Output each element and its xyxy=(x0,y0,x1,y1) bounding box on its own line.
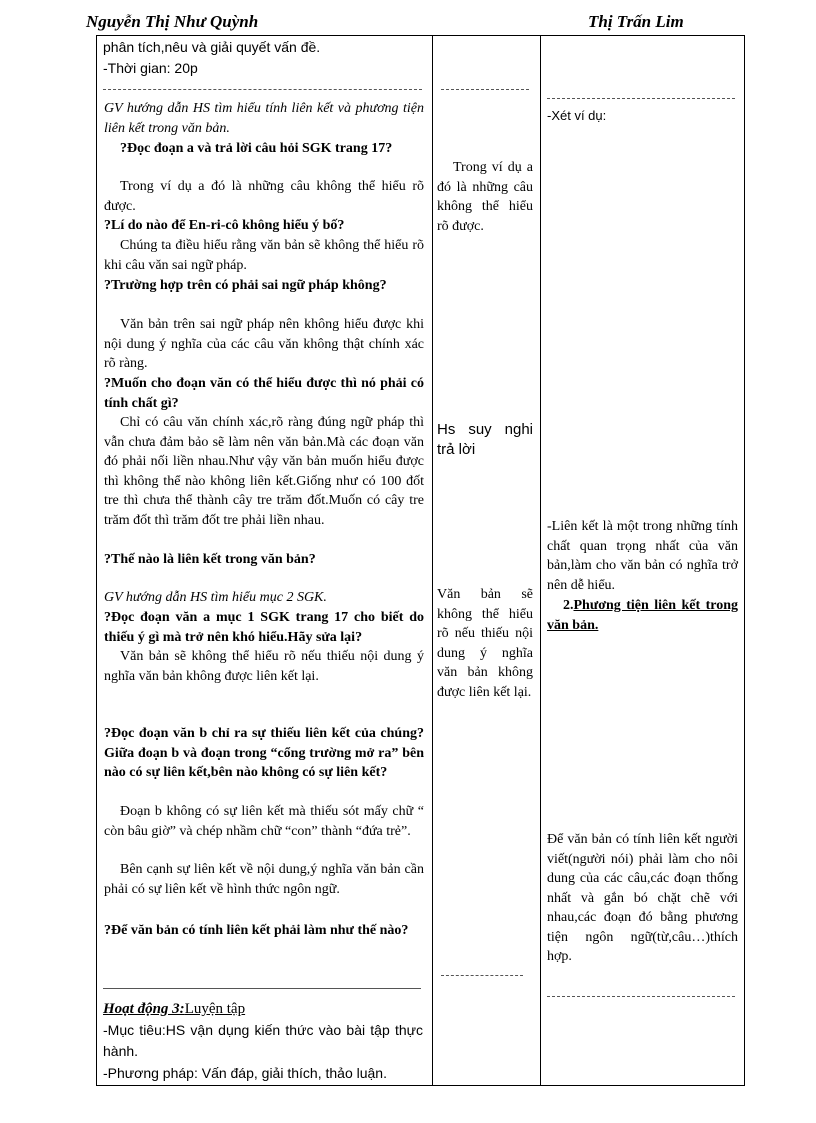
intro-line-1: phân tích,nêu và giải quyết vấn đề. xyxy=(103,39,321,55)
question-2: ?Lí do nào để En-ri-cô không hiểu ý bố? xyxy=(104,218,345,233)
question-6: ?Đọc đoạn văn a mục 1 SGK trang 17 cho biết do thiếu ý gì mà trở nên khó hiểu.Hãy sửa lại? xyxy=(104,610,424,645)
column-divider-2 xyxy=(540,36,541,1085)
activity-3-method: -Phương pháp: Vấn đáp, giải thích, thảo luận. xyxy=(103,1065,387,1081)
gv-guide-1: GV hướng dẫn HS tìm hiểu tính liên kết và phương tiện liên kết trong văn bản. xyxy=(104,101,424,136)
answer-3: Văn bản trên sai ngữ pháp nên không hiểu được khi nội dung ý nghĩa của các câu văn không thật chính xác rõ ràng. xyxy=(104,317,424,371)
activity-3-title: Luyện tập xyxy=(184,1001,246,1017)
answer-1: Trong ví dụ a đó là những câu không thể hiểu rõ được. xyxy=(104,179,424,214)
activity-3-heading xyxy=(103,1000,423,1020)
example-label: -Xét ví dụ: xyxy=(547,108,607,123)
question-3: ?Trường hợp trên có phải sai ngữ pháp không? xyxy=(104,278,387,293)
activity-3-goal: -Mục tiêu:HS vận dụng kiến thức vào bài tập thực hành. xyxy=(103,1022,423,1059)
question-5: ?Thế nào là liên kết trong văn bản? xyxy=(104,552,316,567)
answer-6: Văn bản sẽ không thể hiểu rõ nếu thiếu nội dung ý nghĩa văn bản không được liên kết lại. xyxy=(104,649,424,684)
question-8: ?Để văn bản có tính liên kết phải làm như thế nào? xyxy=(104,923,409,938)
question-1: ?Đọc đoạn a và trả lời câu hỏi SGK trang 17? xyxy=(120,141,393,156)
header-school: Thị Trấn Lim xyxy=(588,12,684,31)
separator xyxy=(103,89,422,90)
concept-definition: -Liên kết là một trong những tính chất quan trọng nhất của văn bản,làm cho văn bản có nghĩa trở nên dễ hiểu. xyxy=(547,519,738,593)
separator xyxy=(103,988,421,989)
section-2-heading xyxy=(547,596,738,635)
section-2-number: 2. xyxy=(563,598,574,613)
answer-7b: Bên cạnh sự liên kết về nội dung,ý nghĩa văn bản cần phải có sự liên kết về hình thức ngôn ngữ. xyxy=(104,862,424,897)
intro-line-2: -Thời gian: 20p xyxy=(103,60,198,76)
separator xyxy=(547,996,735,997)
column-divider-1 xyxy=(432,36,433,1085)
col2-answer-1: Trong ví dụ a đó là những câu không thể hiểu rõ được. xyxy=(437,160,533,234)
answer-4: Chỉ có câu văn chính xác,rõ ràng đúng ngữ pháp thì vẫn chưa đảm bảo sẽ làm nên văn bản.Mà các đoạn văn đó phải nối liền nhau.Như vậy văn bản muốn hiểu được thì không thể nào không liên kết.Giống như có 100 đốt tre thì chưa thể thành cây tre trăm đốt.Muốn có cây tre trăm đốt thì trăm đốt tre phải liền nhau. xyxy=(104,415,424,528)
answer-7a: Đoạn b không có sự liên kết mà thiếu sót mấy chữ “ còn bâu giờ” và chép nhầm chữ “con” thành “đứa trẻ”. xyxy=(104,804,424,839)
question-4: ?Muốn cho đoạn văn có thể hiểu được thì nó phải có tính chất gì? xyxy=(104,376,424,411)
gv-guide-2: GV hướng dẫn HS tìm hiểu mục 2 SGK. xyxy=(104,590,327,605)
answer-2: Chúng ta điều hiểu rằng văn bản sẽ không thể hiểu rõ khi câu văn sai ngữ pháp. xyxy=(104,238,424,273)
separator xyxy=(547,98,735,99)
question-7: ?Đọc đoạn văn b chỉ ra sự thiếu liên kết của chúng?Giữa đoạn b và đoạn trong “cổng trường mở ra” bên nào có sự liên kết,bên nào không có sự liên kết? xyxy=(104,726,424,780)
separator xyxy=(441,89,529,90)
activity-3-label: Hoạt động 3: xyxy=(103,1001,185,1017)
col2-answer-3: Văn bản sẽ không thể hiểu rõ nếu thiếu nội dung ý nghĩa văn bản không được liên kết lại. xyxy=(437,587,533,700)
col2-answer-2: Hs suy nghi trả lời xyxy=(437,421,533,458)
section-2-title: Phương tiện liên kết trong văn bản. xyxy=(547,598,738,633)
conclusion: Để văn bản có tính liên kết người viết(người nói) phải làm cho nôi dung của các câu,các đoạn thống nhất và gắn bó chặt chẽ với nhau,các đoạn đó bằng phương tiện ngôn ngữ(từ,câu…)thích hợp. xyxy=(547,832,738,964)
separator xyxy=(441,975,523,976)
header-author: Nguyễn Thị Như Quỳnh xyxy=(86,12,259,31)
